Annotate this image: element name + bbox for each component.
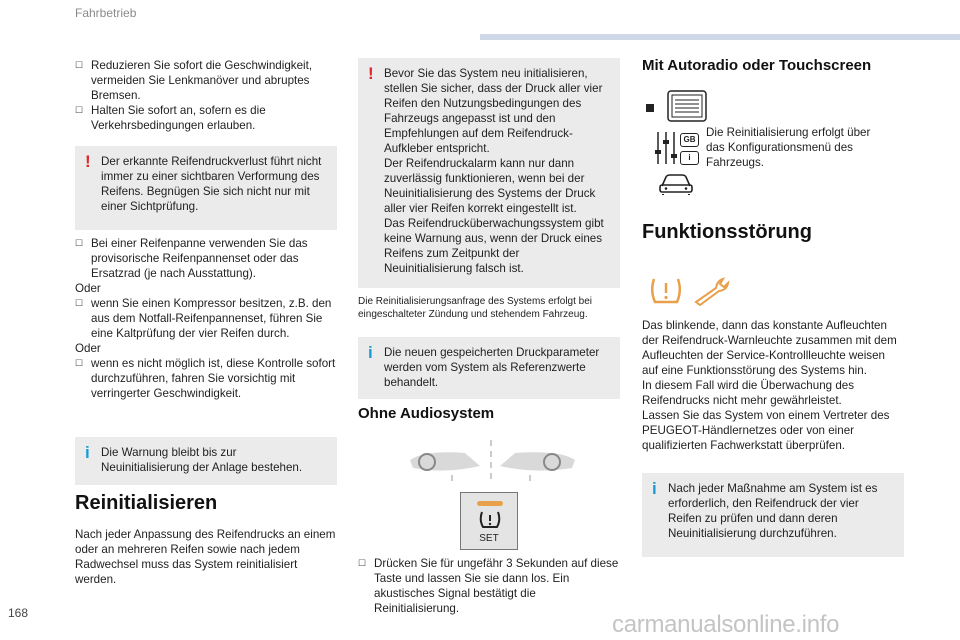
radio-text: Die Reinitialisierung erfolgt über das Konfigurationsmenü des Fahrzeugs.	[706, 126, 871, 169]
set-led-indicator	[477, 501, 503, 506]
page-number: 168	[8, 606, 29, 620]
warning-text: Der erkannte Reifendruckverlust führt nicht immer zu einer sichtbaren Verformung des Reifens. Begnügen Sie sich nicht nur mit einer Sichtprüfung.	[101, 155, 322, 213]
service-wrench-icon	[692, 276, 732, 306]
watermark: carmanualsonline.info	[612, 611, 840, 638]
info-badge: i	[680, 151, 699, 165]
settings-sliders-icon	[654, 130, 678, 166]
malfunction-text-block	[642, 318, 904, 453]
info-icon: i	[368, 343, 373, 362]
warning-box-before-reinit	[358, 58, 620, 288]
info-box-warning-persists	[75, 437, 337, 485]
info-text: Nach jeder Maßnahme am System ist es erforderlich, den Reifendruck der vier Reifen zu prüfen und dann deren Neuinitialisierung durchzuführen.	[668, 482, 878, 540]
info-box-reference-values	[358, 337, 620, 399]
reinit-condition-note: Die Reinitialisierungsanfrage des Systems erfolgt bei eingeschalteter Zündung und stehendem Fahrzeug.	[358, 296, 593, 320]
bullet-reduce-speed: ☐ Reduzieren Sie sofort die Geschwindigkeit, vermeiden Sie Lenkmanöver und abruptes Bremsen.	[75, 58, 337, 103]
reinit-text: Nach jeder Anpassung des Reifendrucks an einem oder an mehreren Reifen sowie nach jedem Radwechsel muss das System reinitialisiert werden.	[75, 528, 336, 586]
warning-exclamation-icon: !	[368, 64, 374, 83]
section-title: Fahrbetrieb	[75, 6, 137, 20]
heading-reinitialisieren: Reinitialisieren	[75, 492, 218, 514]
set-button-illustration	[460, 492, 518, 550]
heading-autoradio: Mit Autoradio oder Touchscreen	[642, 57, 872, 74]
info-text: Die neuen gespeicherten Druckparameter werden vom System als Referenzwerte behandelt.	[384, 346, 600, 389]
bullet-press-set: ☐ Drücken Sie für ungefähr 3 Sekunden auf diese Taste und lassen Sie sie dann los. Ein akustisches Signal bestätigt die Reinitialisierung.	[358, 556, 620, 616]
bullet-drive-carefully: ☐ wenn es nicht möglich ist, diese Kontrolle sofort durchzuführen, fahren Sie vorsichtig mit verringerter Geschwindigkeit.	[75, 356, 337, 401]
bullet-puncture: ☐ Bei einer Reifenpanne verwenden Sie das provisorische Reifenpannenset oder das Ersatzrad (je nach Ausstattung).	[75, 236, 337, 281]
heading-funktionsstoerung: Funktionsstörung	[642, 221, 812, 243]
warning-box-visual-check	[75, 146, 337, 230]
car-icon	[658, 172, 694, 196]
info-text: Die Warnung bleibt bis zur Neuinitialisierung der Anlage bestehen.	[101, 446, 303, 474]
tire-pressure-icon	[478, 510, 502, 530]
oder-text-1: Oder	[75, 282, 101, 295]
malfunction-text: Das blinkende, dann das konstante Aufleuchten der Reifendruck-Warnleuchte zusammen mit dem Aufleuchten der Service-Kontrollleuchte weisen auf eine Funktionsstörung des Systems hin. In diesem Fall wird die Überwachung des Reifendrucks nicht mehr gewährleistet. Lassen Sie das System von einem Vertreter des PEUGEOT-Händlernetzes oder von einer qualifizierten Fachwerkstatt überprüfen.	[642, 319, 897, 452]
column-1-puncture	[75, 236, 337, 401]
oder-text-2: Oder	[75, 342, 101, 355]
bullet-stop: ☐ Halten Sie sofort an, sofern es die Verkehrsbedingungen erlauben.	[75, 103, 337, 133]
dashboard-steering-illustration	[405, 438, 580, 486]
tire-pressure-warning-lamp-icon	[648, 276, 684, 306]
set-label: SET	[479, 533, 499, 544]
touchscreen-icon	[667, 90, 707, 122]
radio-bullet-icon	[646, 104, 654, 112]
warning-exclamation-icon: !	[85, 152, 91, 171]
info-icon: i	[652, 479, 657, 498]
bullet-compressor: ☐ wenn Sie einen Kompressor besitzen, z.B. den aus dem Notfall-Reifenpannenset, führen Sie eine Kaltprüfung der vier Reifen durch.	[75, 296, 337, 341]
gb-language-badge: GB	[680, 133, 699, 147]
set-instructions	[358, 556, 620, 616]
info-icon: i	[85, 443, 90, 462]
heading-ohne-audiosystem: Ohne Audiosystem	[358, 405, 495, 422]
radio-text-block	[706, 125, 886, 170]
info-box-after-intervention	[642, 473, 904, 557]
header-bar	[480, 34, 960, 40]
reinit-text-block	[75, 527, 337, 587]
column-1	[75, 58, 337, 133]
warning-text: Bevor Sie das System neu initialisieren, stellen Sie sicher, dass der Druck aller vier Reifen den Nutzungsbedingungen des Fahrzeugs angepasst ist und den Empfehlungen auf dem Reifendruck-Aufkleber entspricht. Der Reifendruckalarm kann nur dann zuverlässig funktionieren, wenn bei der Neuinitialisierung des Systems der Druck aller vier Reifen korrekt eingestellt ist. Das Reifendrucküberwachungssystem gibt keine Warnung aus, wenn der Druck eines Reifens zum Zeitpunkt der Neuinitialisierung falsch ist.	[384, 67, 604, 275]
